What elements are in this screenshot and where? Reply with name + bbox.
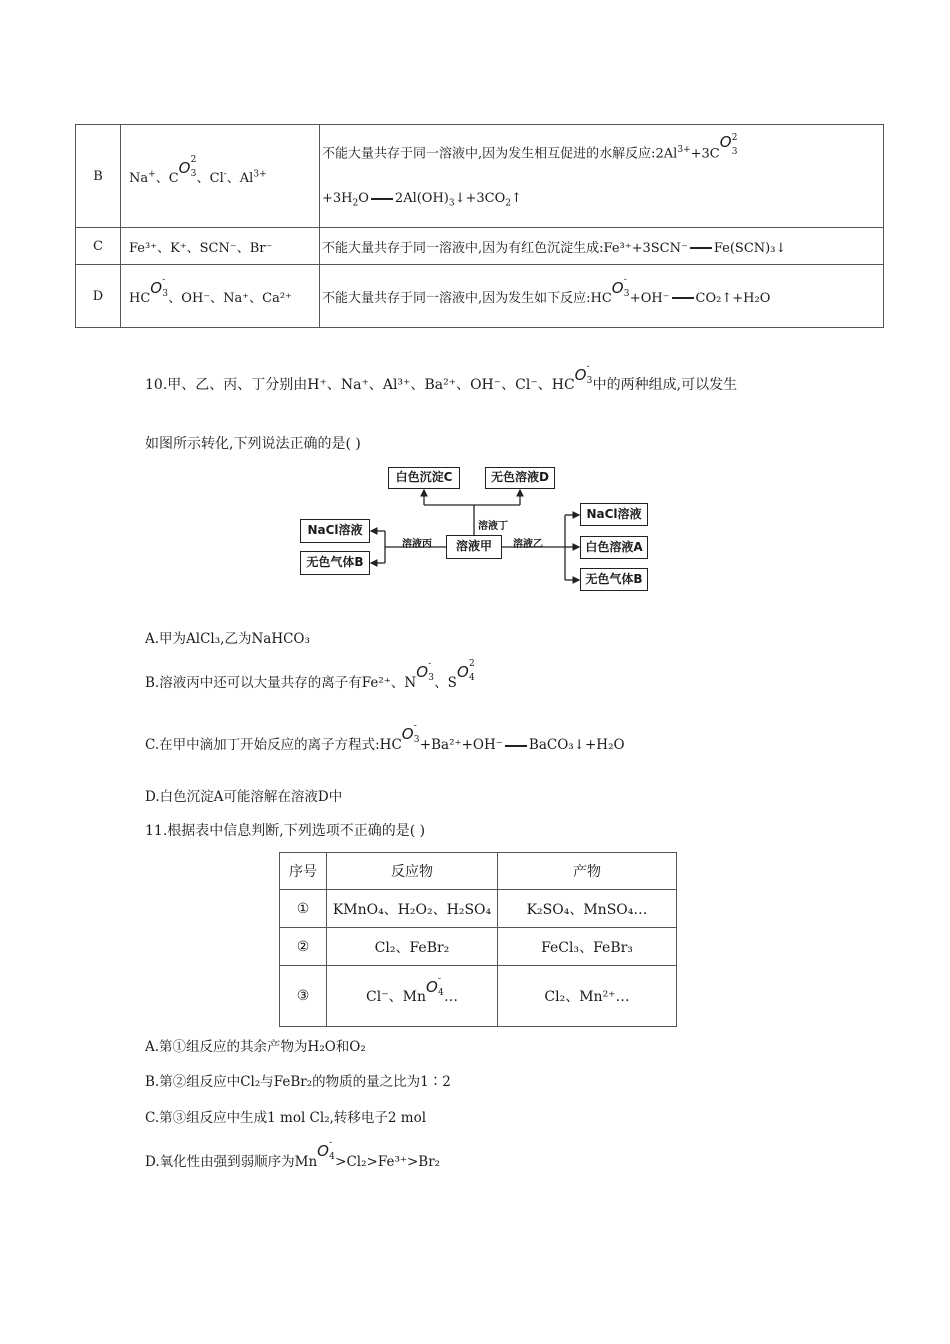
ion-group: Na+、C O 2 3 、Cl-、$Al^{3+}$ xyxy=(121,125,320,228)
diagram-arrows xyxy=(0,0,950,620)
table-header-row: 序号 反应物 产物 xyxy=(280,853,677,890)
explanation: 不能大量共存于同一溶液中,因为发生相互促进的水解反应$:2Al^{3+}+3C$ O 2 3 $+3H_2O$ $2Al(OH)_3↓+3CO_2↑$ xyxy=(320,125,884,228)
box-nacl-left: NaCl溶液 xyxy=(300,519,370,543)
q11-option-b: B.第②组反应中Cl₂与FeBr₂的物质的量之比为1∶2 xyxy=(145,1074,451,1090)
table-row: ① KMnO₄、H₂O₂、H₂SO₄ K₂SO₄、MnSO₄… xyxy=(280,890,677,928)
q10-option-c: C.在甲中滴加丁开始反应的离子方程式:HC O - 3 +Ba²⁺+OH⁻ BaCO₃↓+H₂O xyxy=(145,721,625,753)
table-row: ③ Cl⁻、Mn O - 4 … Cl₂、Mn²⁺… xyxy=(280,966,677,1027)
reaction-info-table xyxy=(279,852,677,1027)
q10-stem-line1: 10.甲、乙、丙、丁分别由H⁺、Na⁺、Al³⁺、Ba²⁺、OH⁻、Cl⁻、HC O - 3 中的两种组成,可以发生 xyxy=(145,362,738,393)
box-white-sol-a: 白色溶液A xyxy=(580,536,648,559)
box-gas-b-left: 无色气体B xyxy=(300,551,370,575)
oxo-fraction: O 2 3 xyxy=(719,133,738,157)
box-nacl-right: NaCl溶液 xyxy=(580,503,648,526)
label-sol-ding: 溶液丁 xyxy=(478,521,508,532)
q11-option-d: D.氧化性由强到弱顺序为Mn O - 4 >Cl₂>Fe³⁺>Br₂ xyxy=(145,1138,441,1170)
box-gas-b-right: 无色气体B xyxy=(580,568,648,591)
q11-option-a: A.第①组反应的其余产物为H₂O和O₂ xyxy=(145,1039,366,1055)
q10-option-b: B.溶液丙中还可以大量共存的离子有Fe²⁺、N O - 3 、S O 2 4 xyxy=(145,659,475,691)
table-row: ② Cl₂、FeBr₂ FeCl₃、FeBr₃ xyxy=(280,928,677,966)
q11-stem: 11.根据表中信息判断,下列选项不正确的是( ) xyxy=(145,823,426,839)
q10-option-a: A.甲为AlCl₃,乙为NaHCO₃ xyxy=(145,631,310,647)
row-label: B xyxy=(76,125,121,228)
q10-stem-line2: 如图所示转化,下列说法正确的是( ) xyxy=(145,436,361,452)
table-row: C Fe³⁺、K⁺、SCN⁻、Br⁻ 不能大量共存于同一溶液中,因为有红色沉淀生成:Fe³⁺+3SCN⁻ Fe(SCN)₃↓ xyxy=(76,228,884,265)
box-colorless-sol-d: 无色溶液D xyxy=(485,467,555,489)
label-sol-yi: 溶液乙 xyxy=(513,539,543,550)
box-sol-jia: 溶液甲 xyxy=(446,535,502,559)
q11-option-c: C.第③组反应中生成1 mol Cl₂,转移电子2 mol xyxy=(145,1110,427,1126)
q10-option-d: D.白色沉淀A可能溶解在溶液D中 xyxy=(145,789,343,805)
label-sol-bing: 溶液丙 xyxy=(402,539,432,550)
table-row: D HC O - 3 、OH⁻、Na⁺、Ca²⁺ 不能大量共存于同一溶液中,因为发生如下反应:HC O - 3 +OH⁻ CO₂↑+H₂O xyxy=(76,265,884,328)
oxo-fraction: O 2 3 xyxy=(178,154,197,179)
box-white-precip-c: 白色沉淀C xyxy=(388,467,460,489)
